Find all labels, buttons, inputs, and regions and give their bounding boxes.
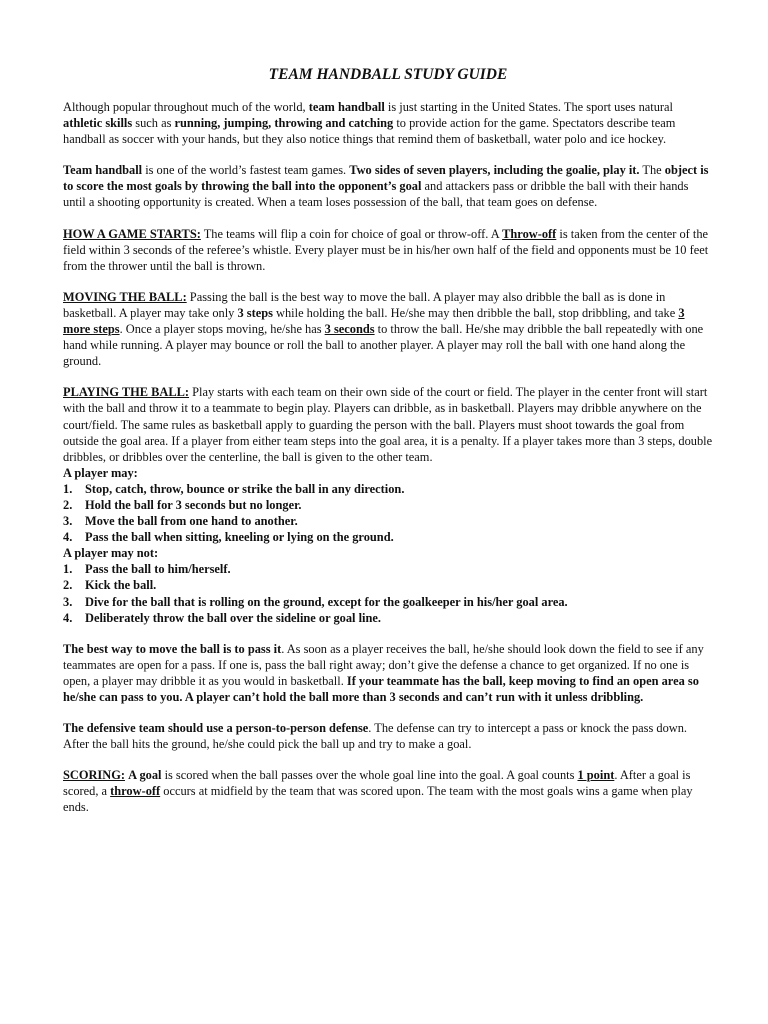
bold-text: The defensive team should use a person-to-person defense [63,721,369,736]
bold-text: HOW A GAME STARTS: [63,226,201,241]
text-run: while holding the ball. He/she may then dribble the ball, stop dribbling, and take [272,305,679,320]
text-run: . As soon as a player receives the ball, he/she should look down the field to see if any teammates are open for a pass. If one is, pass the ball right away; don’t give the defense a chance to get organized. If no one is open, a player may dribble it as you would in basketball. [63,641,704,688]
list-item-text: Dive for the ball that is rolling on the ground, except for the goalkeeper in his/her goal area. [85,594,568,609]
list-item [63,497,713,513]
bold-text: object is to score the most goals by throwing the ball into the opponent’s goal [63,163,709,194]
list-number: 4. [63,610,73,625]
list-item-text: Move the ball from one hand to another. [85,514,298,529]
text-run: is taken from the center of the field within 3 seconds of the referee’s whistle. Every player must be in his/her own half of the field and opponents must be 10 feet from the thrower until the ball is thrown. [63,226,709,273]
list-number: 2. [63,578,73,593]
list-item-text: Kick the ball. [85,578,157,593]
list-item [63,481,713,497]
list-item-text: Deliberately throw the ball over the sideline or goal line. [85,610,381,625]
bold-text: team handball [308,100,385,114]
page-title: TEAM HANDBALL STUDY GUIDE [268,66,508,83]
bold-text: athletic skills [63,116,133,131]
text-run: Play starts with each team on their own side of the court or field. The player in the center front will start with the ball and throw it to a teammate to begin play. Players can dribble, as in basketball. Players may dribble anywhere on the court/field. The same rules as basketball apply to guarding the person with the ball. Players must shoot towards the goal from outside the goal area. If a player from either team steps into the goal area, it is a penalty. If a player takes more than 3 steps, double dribbles, or dribbles over the centerline, the ball is given to the other team. [63,385,713,464]
list-item-text: Pass the ball to him/herself. [85,562,231,577]
text-run: The teams will flip a coin for choice of goal or throw-off. A [200,226,503,241]
list-item-text: Hold the ball for 3 seconds but no longer. [85,497,302,512]
list-number: 4. [63,530,73,545]
bold-text: 3 steps [237,305,273,320]
bold-text: The best way to move the ball is to pass it [63,641,282,656]
text-run: Passing the ball is the best way to move the ball. A player may also dribble the ball as is done in basketball. A player may take only [63,289,666,320]
bold-text: 3 more steps [63,305,685,337]
list-number: 1. [63,481,73,496]
text-run: . After a goal is scored, a [63,768,691,799]
list-item [63,594,713,610]
bold-text: Two sides of seven players, including the goalie, play it. [349,163,640,178]
text-run: Although popular throughout much of the world, [63,100,309,114]
list-number: 1. [63,562,73,577]
list-item-text: Pass the ball when sitting, kneeling or lying on the ground. [85,530,394,545]
bold-text: 1 point [577,768,615,783]
list-number: 2. [63,497,73,512]
may-not-list [63,561,713,625]
text-run: is just starting in the United States. The sport uses natural [384,100,673,114]
study-guide-page [63,66,713,816]
bold-text: If your teammate has the ball, keep moving to find an open area so he/she can pass to you. A player can’t hold the ball more than 3 seconds and can’t run with it unless dribbling. [63,673,699,704]
bold-text: throw-off [110,784,161,799]
list-number: 3. [63,594,73,609]
text-run: is one of the world’s fastest team games. [142,163,350,178]
overview-paragraph [63,162,713,210]
text-run: . Once a player stops moving, he/she has [119,322,325,337]
text-run: The [639,163,665,178]
list-number: 3. [63,514,73,529]
text-run: occurs at midfield by the team that was scored upon. The team with the most goals wins a game when play ends. [63,784,693,815]
may-not-heading: A player may not: [63,546,159,561]
how-a-game-starts-paragraph [63,226,713,274]
scoring-paragraph [63,767,713,815]
list-item [63,529,713,545]
may-heading: A player may: [63,465,138,480]
bold-text: A goal [128,768,162,783]
text-run: and attackers pass or dribble the ball with their hands until a shooting opportunity is created. When a team loses possession of the ball, that team goes on defense. [63,179,689,210]
may-list [63,481,713,545]
best-way-paragraph [63,641,713,705]
bold-text: PLAYING THE BALL: [63,385,190,400]
bold-text: 3 seconds [324,322,375,337]
list-item [63,610,713,626]
intro-paragraph [63,99,713,147]
list-item [63,577,713,593]
bold-text: Team handball [63,163,143,178]
bold-text: Throw-off [502,226,557,241]
list-item [63,513,713,529]
text-run: . The defense can try to intercept a pass or knock the pass down. After the ball hits the ground, he/she could pick the ball up and try to make a goal. [63,721,688,752]
bold-text: SCORING: [63,768,125,783]
text-run: to throw the ball. He/she may dribble the ball repeatedly with one hand while running. A player may bounce or roll the ball to another player. A player may roll the ball with one hand along the ground. [63,322,704,369]
text-run: to provide action for the game. Spectators describe team handball as soccer with your hands, but they also notice things that remind them of basketball, water polo and ice hockey. [63,116,676,147]
bold-text: running, jumping, throwing and catching [174,116,394,131]
text-run: is scored when the ball passes over the whole goal line into the goal. A goal counts [161,768,578,783]
bold-text: MOVING THE BALL: [63,289,187,304]
text-run: such as [132,116,175,131]
playing-the-ball-paragraph [63,384,713,464]
moving-the-ball-paragraph [63,289,713,369]
defense-paragraph [63,720,713,752]
list-item-text: Stop, catch, throw, bounce or strike the ball in any direction. [85,481,405,496]
list-item [63,561,713,577]
